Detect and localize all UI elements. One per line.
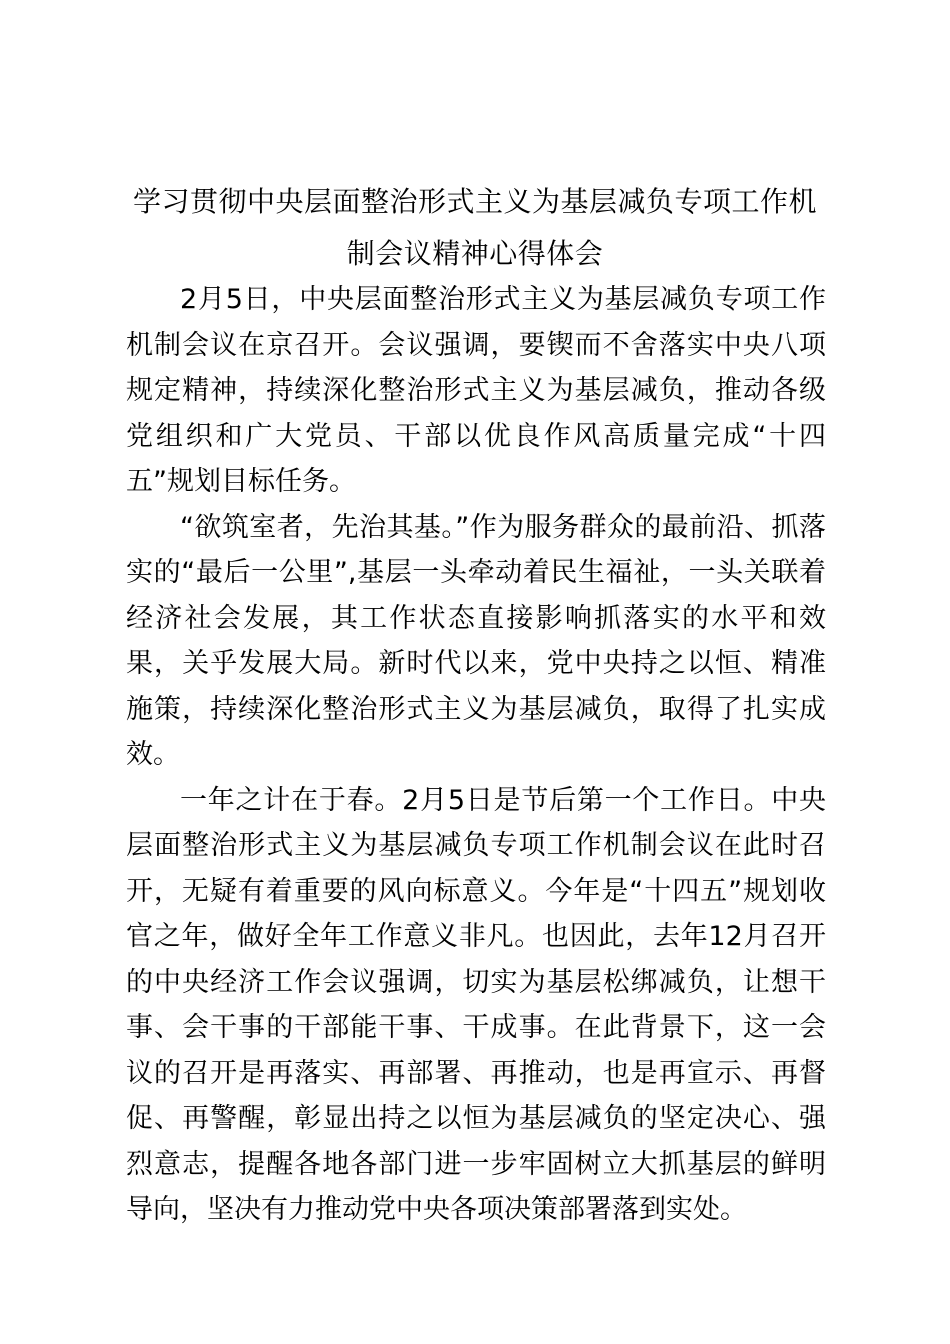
document-title: 学习贯彻中央层面整治形式主义为基层减负专项工作机制会议精神心得体会 — [132, 185, 817, 270]
paragraph: “欲筑室者，先治其基。”作为服务群众的最前沿、抓落实的“最后一公里”,基层一头牵动着民生福祉，一头关联着经济社会发展，其工作状态直接影响抓落实的水平和效果，关乎发展大局。新时代以来，党中央持之以恒、精准施策，持续深化整治形式主义为基层减负，取得了扎实成效。 — [126, 511, 826, 770]
paragraph: 一年之计在于春。2月5日是节后第一个工作日。中央层面整治形式主义为基层减负专项工作机制会议在此时召开，无疑有着重要的风向标意义。今年是“十四五”规划收官之年，做好全年工作意义非凡。也因此，去年12月召开的中央经济工作会议强调，切实为基层松绑减负，让想干事、会干事的干部能干事、干成事。在此背景下，这一会议的召开是再落实、再部署、再推动，也是再宣示、再督促、再警醒，彰显出持之以恒为基层减负的坚定决心、强烈意志，提醒各地各部门进一步牢固树立大抓基层的鲜明导向，坚决有力推动党中央各项决策部署落到实处。 — [126, 784, 826, 1225]
paragraph: 2月5日，中央层面整治形式主义为基层减负专项工作机制会议在京召开。会议强调，要锲而不舍落实中央八项规定精神，持续深化整治形式主义为基层减负，推动各级党组织和广大党员、干部以优良作风高质量完成“十四五”规划目标任务。 — [126, 284, 826, 497]
document-body — [126, 277, 826, 1233]
